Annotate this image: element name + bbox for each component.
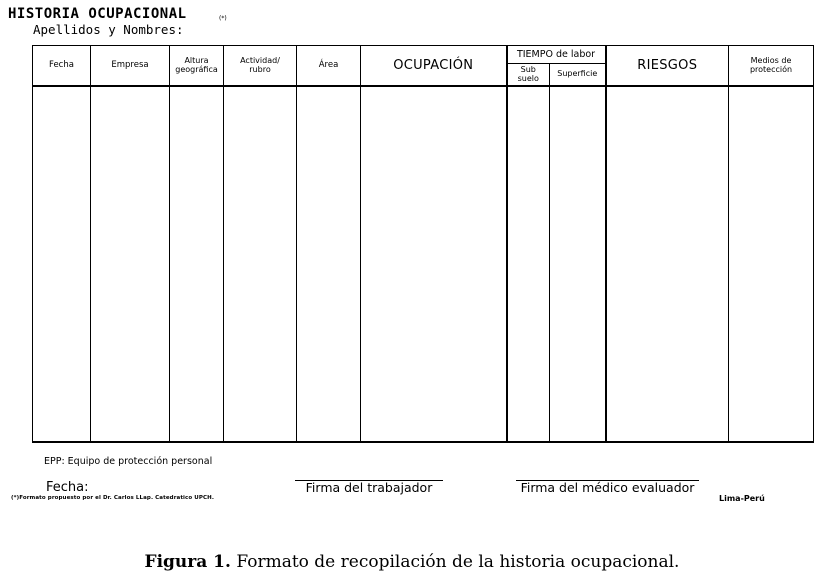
name-field-label: Apellidos y Nombres: [33, 22, 184, 37]
column-header-tiempo-labor: TIEMPO de labor [507, 46, 606, 64]
epp-note: EPP: Equipo de protección personal [44, 456, 213, 467]
column-header-altura-line2: geográfica [175, 64, 218, 74]
column-header-fecha: Fecha [33, 46, 91, 87]
worker-signature-label: Firma del trabajador [305, 480, 433, 495]
doctor-signature-label: Firma del médico evaluador [520, 480, 695, 495]
column-header-actividad-line1: Actividad/ [240, 56, 280, 65]
table-cell-superficie[interactable] [550, 86, 606, 442]
figure-caption-label: Figura 1. [144, 552, 231, 572]
location-label: Lima-Perú [719, 494, 765, 503]
table-cell-altura[interactable] [170, 86, 224, 442]
column-header-actividad [224, 46, 297, 87]
figure-caption [0, 552, 824, 572]
column-header-medios-line2: protección [749, 64, 793, 74]
occupational-history-table [32, 45, 814, 443]
format-author-note: (*)Formato propuesto por el Dr. Carlos LLap. Catedratico UPCH. [11, 495, 215, 501]
column-header-superficie: Superficie [550, 64, 606, 87]
table-cell-area[interactable] [297, 86, 361, 442]
table-cell-sub-suelo[interactable] [507, 86, 550, 442]
column-header-riesgos: RIESGOS [606, 46, 729, 87]
table-cell-riesgos[interactable] [606, 86, 729, 442]
column-header-medios [729, 46, 814, 87]
column-header-empresa: Empresa [91, 46, 170, 87]
table-cell-actividad[interactable] [224, 86, 297, 442]
column-header-sub-line2: suelo [517, 73, 539, 83]
column-header-area: Área [297, 46, 361, 87]
table-cell-medios[interactable] [729, 86, 814, 442]
column-header-altura-line1: Altura [184, 56, 209, 65]
column-header-medios-line1: Medios de [750, 56, 792, 65]
table-cell-ocupacion[interactable] [361, 86, 507, 442]
table-cell-empresa[interactable] [91, 86, 170, 442]
column-header-ocupacion: OCUPACIÓN [361, 46, 507, 87]
form-title: HISTORIA OCUPACIONAL [8, 6, 187, 22]
column-header-altura [170, 46, 224, 87]
column-header-sub-line1: Sub [520, 65, 536, 74]
title-footnote-mark: (*) [219, 15, 227, 22]
table-cell-fecha[interactable] [33, 86, 91, 442]
fecha-label: Fecha: [46, 480, 89, 495]
figure-caption-text: Formato de recopilación de la historia ocupacional. [230, 552, 680, 572]
column-header-sub-suelo [507, 64, 550, 87]
column-header-actividad-line2: rubro [249, 64, 271, 74]
table-row-blank [33, 86, 814, 442]
